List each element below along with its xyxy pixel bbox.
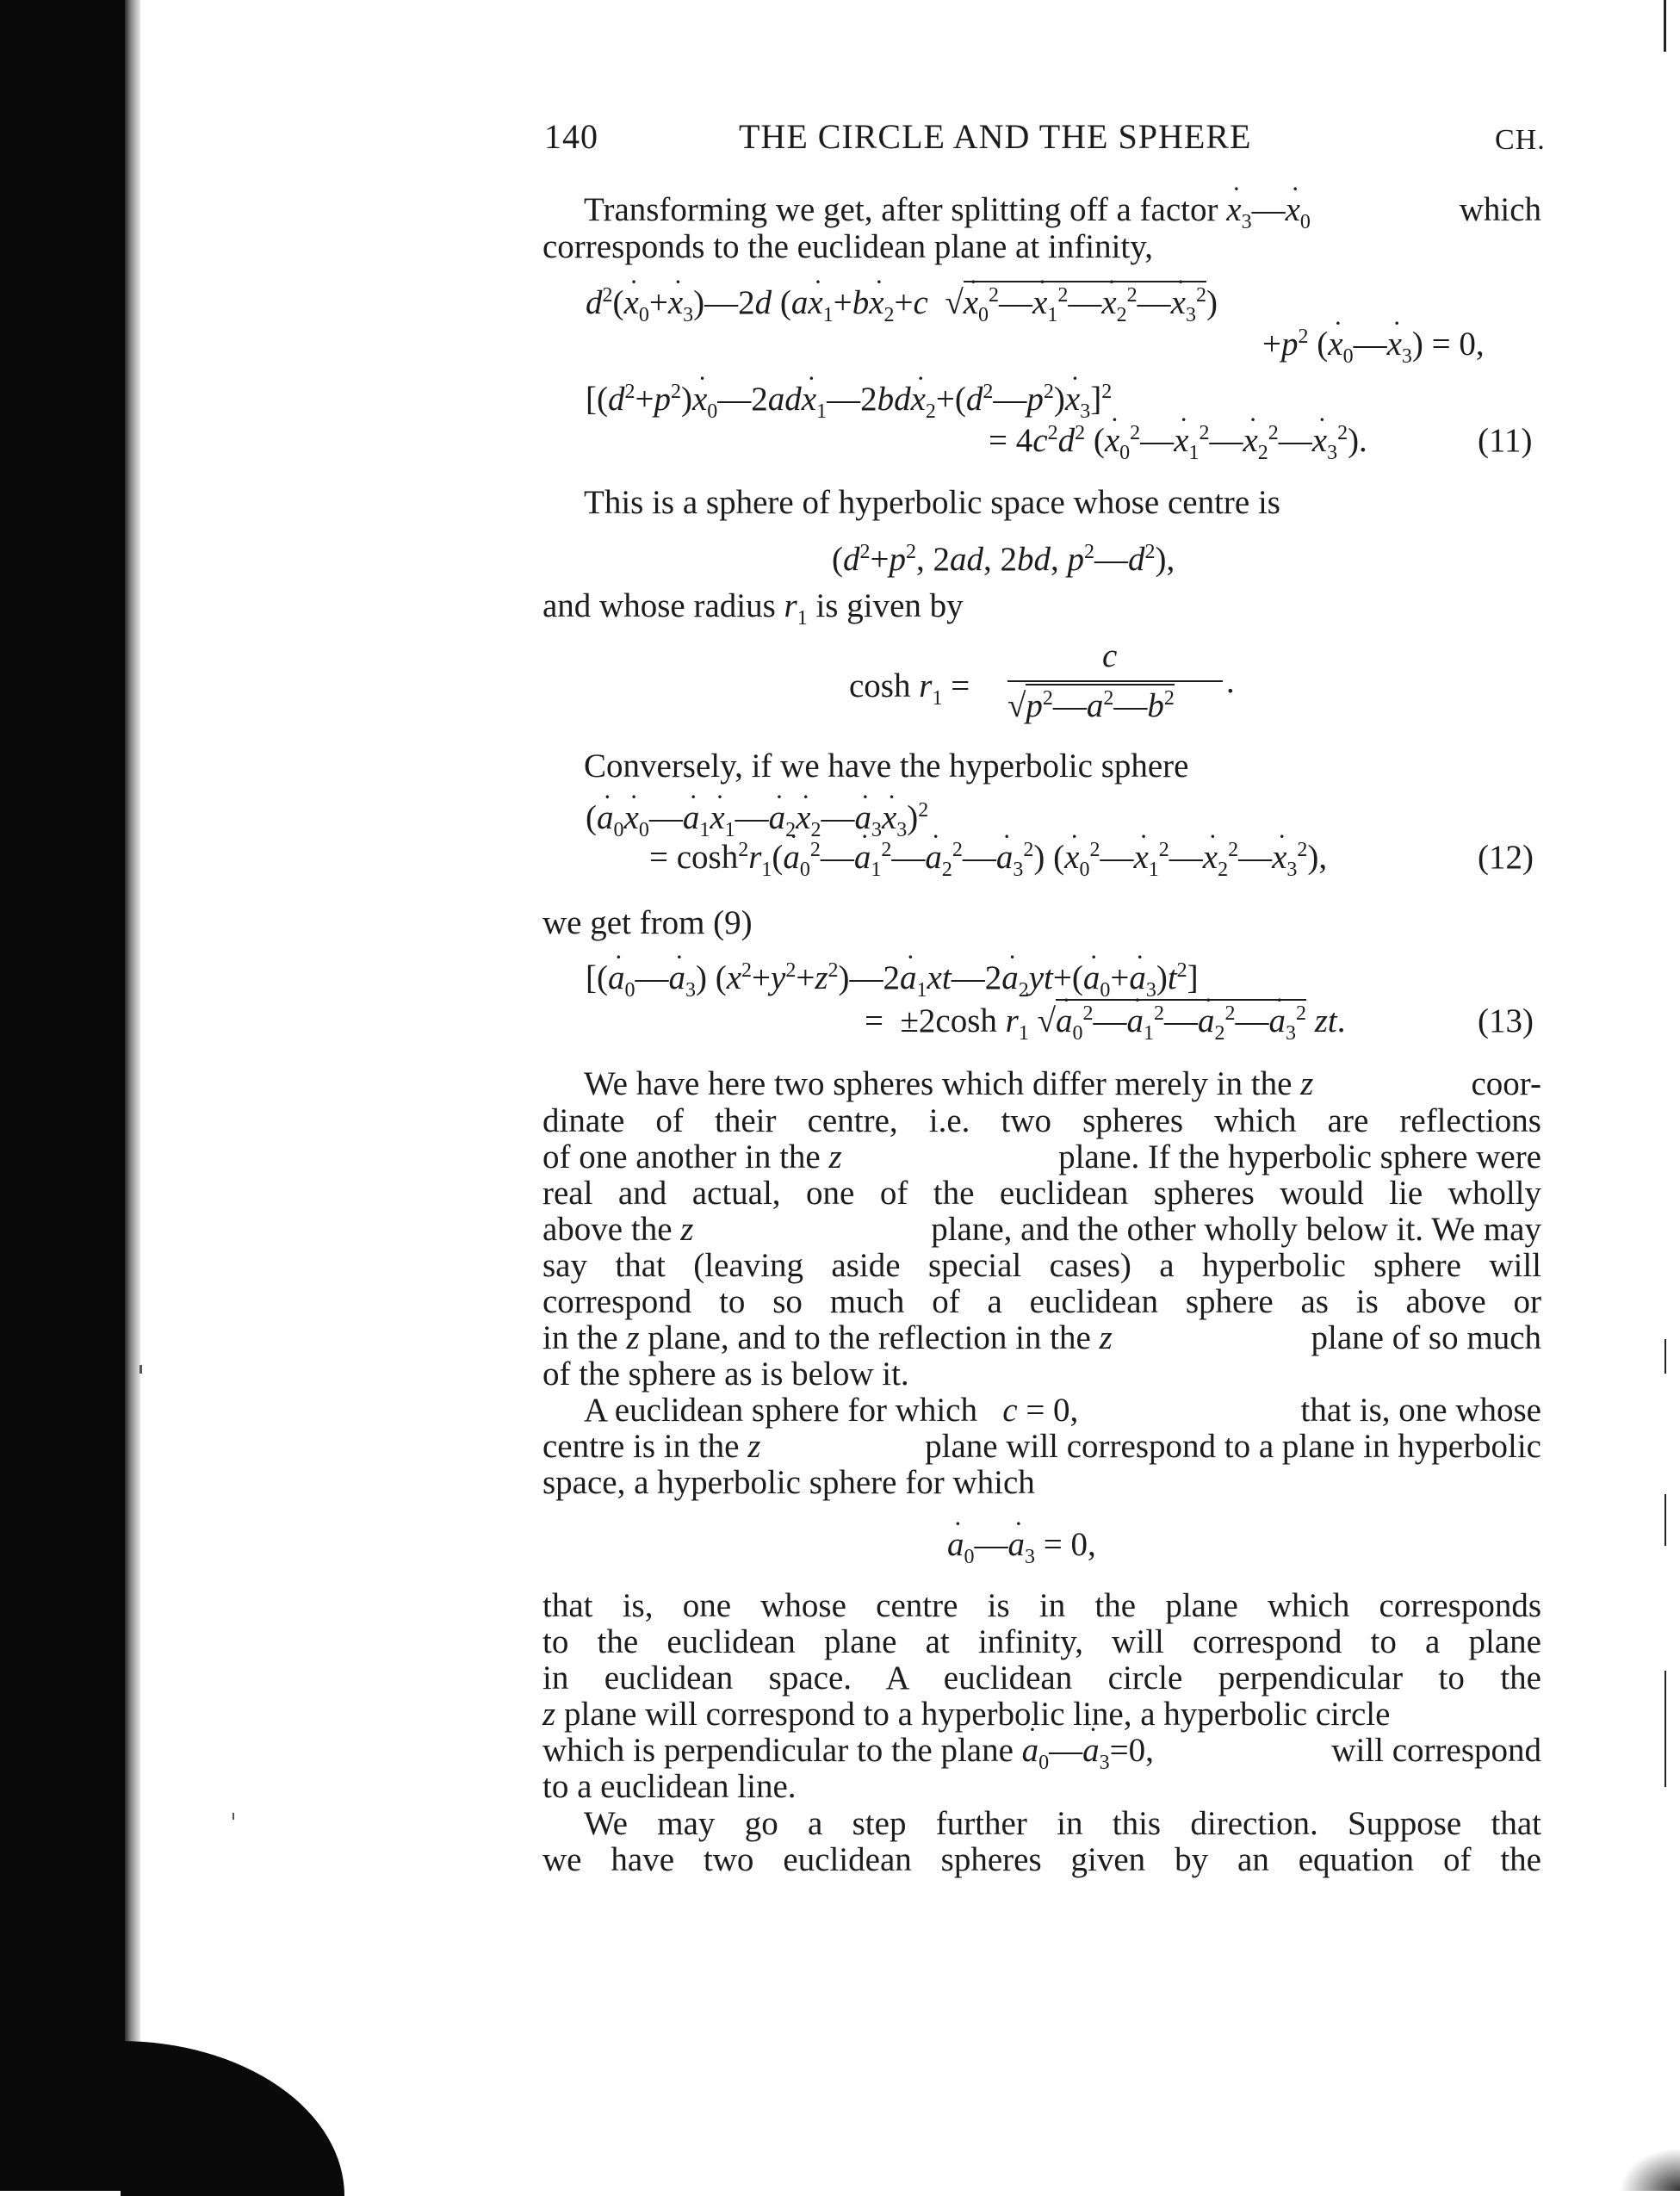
book-spine-shadow: [0, 0, 125, 2191]
text-line: we get from (9): [542, 904, 753, 941]
text-line: corresponds to the euclidean plane at infinity,: [542, 228, 1153, 265]
text-line: to a euclidean line.: [542, 1768, 797, 1805]
corner-smudge: [1620, 2148, 1680, 2191]
equation-line: a $˙_0—a$ $˙_3 = 0$,: [947, 1526, 1096, 1564]
stray-mark: [139, 1365, 142, 1374]
stray-mark: [232, 1813, 234, 1820]
equation-number: (12): [1478, 839, 1534, 876]
page-number: 140: [544, 117, 598, 156]
text-line: A euclidean sphere for which c = 0, that is, one whose: [584, 1392, 1541, 1429]
equation-line: $d^2(x$ $˙_0+x$ $˙_3)—2d$ (ax $˙_1+bx$ $˙_2+c$ √x $˙_0^2—x$ $˙_1^2—x$ $˙_2^2—x$ $˙_3^2$): [586, 284, 1218, 322]
equation-line: ($d^2+p^2$, 2ad, 2bd, $p^2—d^2$),: [832, 541, 1175, 578]
text-line: in the z plane, and to the reflection in the z plane of so much: [542, 1319, 1541, 1356]
fraction: c $√p^2—a^2—b^2$: [1007, 637, 1223, 723]
right-edge-mark-lower: [1665, 1494, 1666, 1546]
text-line: space, a hyperbolic sphere for which: [542, 1464, 1035, 1501]
text-line: We may go a step further in this direction. Suppose that: [584, 1805, 1541, 1842]
right-edge-mark-top: [1664, 0, 1666, 52]
equation-line: = $4c^2d^2$ (x $˙_0^2—x$ $˙_1^2—x$ $˙_2^2—x$ $˙_3^2$).: [989, 422, 1367, 460]
equation-line: [$(d^2+p^2)x$ $˙_0—2adx$ $˙_1—2bdx$ $˙_2+(d^2—p^2)x$ $˙_3]^2$: [586, 381, 1112, 419]
equation-line: = ±2cosh $r_1$ √a $˙_0^2—a$ $˙_1^2—a$ $˙_2^2—a$ $˙_3^2$ zt.: [865, 1002, 1346, 1040]
text-line: of the sphere as is below it.: [542, 1355, 909, 1393]
text-line: dinate of their centre, i.e. two spheres which are reflections: [542, 1102, 1541, 1139]
text-line: We have here two spheres which differ merely in the z coor-: [584, 1065, 1541, 1102]
text-line: say that (leaving aside special cases) a hyperbolic sphere will: [542, 1247, 1541, 1284]
equation-line: = $\cosh^2r_1(a$ $˙_0^2—a$ $˙_1^2—a$ $˙_2^2—a$ $˙_3^2$) (x $˙_0^2—x$ $˙_1^2—x$ $˙_2^2—x$ $˙_3^2$),: [649, 839, 1327, 877]
text-line: z plane will correspond to a hyperbolic line, a hyperbolic circle: [542, 1696, 1391, 1733]
equation-line: $\cosh r_1$ =: [849, 667, 970, 710]
equation-number: (11): [1478, 422, 1533, 459]
text-line: to the euclidean plane at infinity, will correspond to a plane: [542, 1623, 1541, 1660]
equation-line: $+p^2$ (x $˙_0—x$ $˙_3) = 0$,: [1262, 326, 1485, 363]
equation-line: (a $˙_0x$ $˙_0—a$ $˙_1x$ $˙_1—a$ $˙_2x$ $˙_2—a$ $˙_3x$ $˙_3)^2$: [586, 799, 928, 837]
text-line: Transforming we get, after splitting off a factor x $˙_3—x$ $˙_0$ which: [584, 191, 1541, 229]
right-edge-mark-mid: [1665, 1339, 1666, 1374]
text-line: which is perpendicular to the plane a $˙_0—a$ $˙_3=0$, will correspond: [542, 1732, 1541, 1770]
gutter-gradient: [125, 0, 140, 2191]
chapter-mark: CH.: [1495, 124, 1546, 156]
running-title: THE CIRCLE AND THE SPHERE: [739, 117, 1252, 156]
text-line: centre is in the z plane will correspond to a plane in hyperbolic: [542, 1428, 1541, 1465]
equation-line: [(a $˙_0—a$ $˙_3$) $(x^2+y^2+z^2)—2a$ $˙_1xt—2a$ $˙_2yt+(a$ $˙_0+a$ $˙_3)t^2$]: [586, 959, 1199, 997]
text-line: This is a sphere of hyperbolic space whose centre is: [584, 484, 1280, 521]
text-line: that is, one whose centre is in the plane which corresponds: [542, 1587, 1541, 1624]
text-line: of one another in the z plane. If the hyperbolic sphere were: [542, 1138, 1541, 1176]
text-line: above the z plane, and the other wholly below it. We may: [542, 1211, 1541, 1248]
text-line: Conversely, if we have the hyperbolic sphere: [584, 748, 1189, 785]
period: .: [1226, 663, 1235, 700]
text-line: correspond to so much of a euclidean sphere as is above or: [542, 1283, 1541, 1320]
page-curl-shadow: [121, 2041, 344, 2196]
text-line: and whose radius $r_1$ is given by: [542, 587, 964, 630]
equation-number: (13): [1478, 1002, 1534, 1039]
right-edge-mark-bottom: [1665, 1671, 1666, 1787]
text-line: we have two euclidean spheres given by an equation of the: [542, 1841, 1541, 1878]
text-line: real and actual, one of the euclidean spheres would lie wholly: [542, 1175, 1541, 1212]
text-line: in euclidean space. A euclidean circle perpendicular to the: [542, 1659, 1541, 1697]
